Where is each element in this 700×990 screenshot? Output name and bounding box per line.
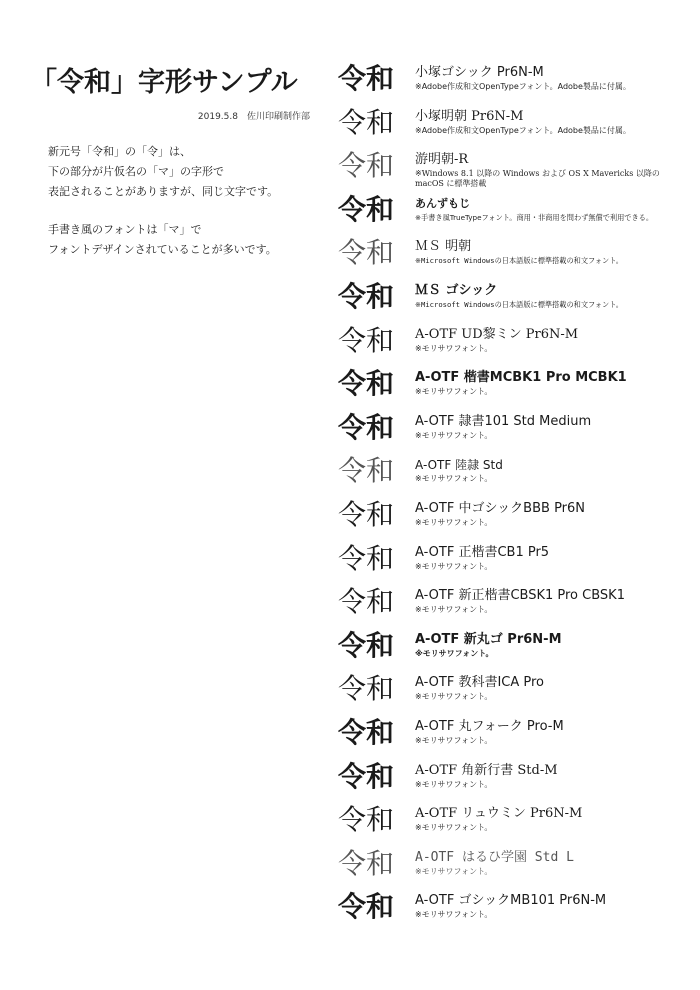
font-name: 游明朝-R	[415, 152, 469, 168]
font-sample-row	[338, 538, 688, 582]
font-sample-row	[338, 320, 688, 364]
reiwa-glyph: 令和	[338, 279, 395, 313]
intro-line: 手書き風のフォントは「マ」で	[48, 223, 202, 236]
font-sample-row	[338, 886, 688, 930]
reiwa-glyph: 令和	[338, 803, 395, 837]
font-note: ※モリサワフォント。	[415, 735, 493, 745]
font-name: A-OTF 中ゴシックBBB Pr6N	[415, 500, 586, 516]
font-sample-row	[338, 799, 688, 843]
font-sample-row	[338, 581, 688, 625]
font-name: A-OTF 角新行書 Std-M	[415, 762, 558, 778]
font-note: ※モリサワフォント。	[415, 866, 493, 876]
font-note: ※モリサワフォント。	[415, 343, 493, 353]
font-sample-row	[338, 363, 688, 407]
font-name: 小塚明朝 Pr6N-M	[415, 108, 524, 124]
font-note: ※Windows 8.1 以降の Windows および OS X Mavericks 以降の macOS に標準搭載	[415, 169, 660, 189]
font-note: ※モリサワフォント。	[415, 910, 493, 920]
reiwa-glyph: 令和	[338, 541, 395, 575]
reiwa-glyph: 令和	[338, 62, 395, 95]
font-note: ※Adobe作成和文OpenTypeフォント。Adobe製品に付属。	[415, 82, 631, 91]
font-name: A-OTF はるひ学園 Std L	[415, 849, 574, 865]
font-note: ※モリサワフォント。	[415, 561, 493, 571]
font-sample-row	[338, 756, 688, 800]
font-name: A-OTF リュウミン Pr6N-M	[415, 806, 583, 822]
font-note: ※Microsoft Windowsの日本語版に標準搭載の和文フォント。	[415, 256, 623, 266]
font-note: ※モリサワフォント。	[415, 387, 493, 397]
font-name: A-OTF 隷書101 Std Medium	[415, 413, 592, 429]
font-name: A-OTF 新正楷書CBSK1 Pro CBSK1	[415, 588, 625, 604]
font-sample-row	[338, 450, 688, 494]
page-title: 「令和」字形サンプル	[30, 67, 298, 98]
reiwa-glyph: 令和	[338, 192, 395, 226]
font-name: A-OTF 楷書MCBK1 Pro MCBK1	[415, 370, 627, 386]
font-sample-row	[338, 668, 688, 712]
font-sample-row	[338, 189, 688, 233]
font-sample-row	[338, 102, 688, 146]
font-note: ※モリサワフォント。	[415, 692, 493, 702]
font-name: ＭＳ 明朝	[415, 239, 472, 255]
font-note: ※Adobe作成和文OpenTypeフォント。Adobe製品に付属。	[415, 125, 631, 135]
font-name: A-OTF 教科書ICA Pro	[415, 675, 545, 691]
reiwa-glyph: 令和	[338, 759, 395, 793]
font-sample-row	[338, 625, 688, 669]
reiwa-glyph: 令和	[338, 497, 395, 531]
font-name: A-OTF UD黎ミン Pr6N-M	[415, 326, 579, 342]
font-name: 小塚ゴシック Pr6N-M	[415, 65, 544, 80]
font-name: A-OTF 正楷書CB1 Pr5	[415, 544, 550, 560]
font-sample-row	[338, 494, 688, 538]
reiwa-glyph: 令和	[338, 454, 395, 488]
font-sample-row	[338, 145, 688, 189]
reiwa-glyph: 令和	[338, 410, 395, 444]
reiwa-glyph: 令和	[338, 105, 395, 139]
font-note: ※手書き風TrueTypeフォント。商用・非商用を問わず無償で利用できる。	[415, 212, 654, 222]
font-name: A-OTF 陸隷 Std	[415, 458, 503, 473]
font-sample-row	[338, 843, 688, 887]
font-sample-row	[338, 407, 688, 451]
font-sample-row	[338, 712, 688, 756]
font-note: ※モリサワフォント。	[415, 605, 493, 615]
reiwa-glyph: 令和	[338, 846, 395, 880]
intro-text	[48, 142, 318, 260]
reiwa-glyph: 令和	[338, 236, 395, 270]
reiwa-glyph: 令和	[338, 149, 395, 183]
intro-line: 新元号「令和」の「令」は、	[48, 145, 191, 158]
reiwa-glyph: 令和	[338, 715, 395, 749]
font-sample-row	[338, 58, 688, 102]
font-note: ※モリサワフォント。	[415, 779, 493, 789]
reiwa-glyph: 令和	[338, 367, 395, 401]
font-name: A-OTF 丸フォーク Pro-M	[415, 718, 564, 734]
font-sample-list	[338, 58, 688, 930]
intro-line: 下の部分が片仮名の「マ」の字形で	[48, 165, 224, 178]
font-note: ※モリサワフォント。	[415, 648, 494, 658]
font-note: ※モリサワフォント。	[415, 517, 493, 527]
font-note: ※モリサワフォント。	[415, 474, 493, 484]
font-sample-row	[338, 232, 688, 276]
reiwa-glyph: 令和	[338, 672, 395, 706]
font-name: A-OTF ゴシックMB101 Pr6N-M	[415, 893, 607, 909]
font-note: ※Microsoft Windowsの日本語版に標準搭載の和文フォント。	[415, 299, 623, 309]
reiwa-glyph: 令和	[338, 890, 395, 924]
reiwa-glyph: 令和	[338, 628, 395, 662]
font-name: あんずもじ	[415, 196, 470, 210]
reiwa-glyph: 令和	[338, 585, 395, 619]
font-name: ＭＳ ゴシック	[415, 282, 498, 298]
font-note: ※モリサワフォント。	[415, 430, 493, 440]
font-note: ※モリサワフォント。	[415, 823, 493, 833]
intro-line: 表記されることがありますが、同じ文字です。	[48, 185, 279, 198]
intro-line: フォントデザインされていることが多いです。	[48, 243, 277, 256]
font-name: A-OTF 新丸ゴ Pr6N-M	[415, 631, 562, 647]
font-sample-row	[338, 276, 688, 320]
date-author: 2019.5.8 佐川印刷制作部	[197, 112, 310, 122]
reiwa-glyph: 令和	[338, 323, 395, 357]
